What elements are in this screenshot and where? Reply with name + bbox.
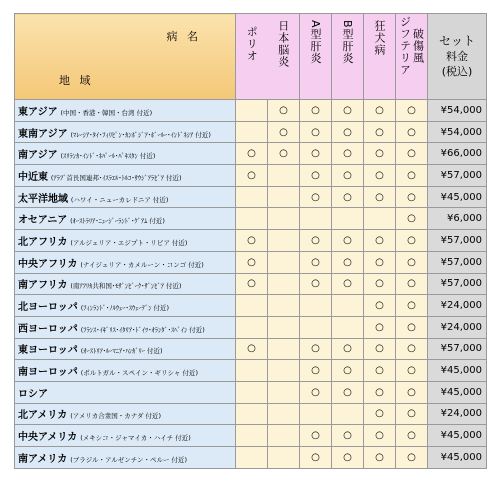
mark-cell-japanese-encephalitis (268, 447, 300, 469)
mark-cell-polio (236, 360, 268, 382)
required-mark: ○ (407, 278, 416, 290)
required-mark: ○ (407, 386, 416, 398)
required-mark: ○ (311, 148, 320, 160)
region-cell (15, 295, 236, 317)
price-cell: ¥66,000 (428, 143, 487, 165)
header-vaccine-hep-b (332, 14, 364, 100)
required-mark: ○ (247, 278, 256, 290)
price-header-line1: セット (438, 34, 475, 48)
vaccine-label-diphtheria: ジフテリア (398, 16, 412, 76)
mark-cell-hepatitis-b (332, 403, 364, 425)
mark-cell-polio (236, 100, 268, 122)
required-mark: ○ (407, 451, 416, 463)
mark-cell-diphtheria-tetanus (396, 121, 428, 143)
mark-cell-polio (236, 338, 268, 360)
mark-cell-polio (236, 165, 268, 187)
region-detail: (ハワイ・ニューカレドニア 付近) (70, 195, 169, 204)
required-mark: ○ (407, 408, 416, 420)
required-mark: ○ (375, 386, 384, 398)
mark-cell-rabies (364, 208, 396, 230)
mark-cell-hepatitis-b (332, 230, 364, 252)
region-detail: (ポルトガル・スペイン・ギリシャ 付近) (80, 369, 199, 378)
region-detail: (ﾏﾚｰｼｱ･ﾀｲ･ﾌｨﾘﾋﾟﾝ･ｶﾝﾎﾞｼﾞｱ･ﾎﾞｰﾙｰ･ｲﾝﾄﾞﾈｼｱ 付近) (70, 130, 211, 139)
table-row (15, 186, 487, 208)
mark-cell-japanese-encephalitis (268, 295, 300, 317)
table-row (15, 447, 487, 469)
region-detail: (ｱﾗﾌﾞ首長国連邦･ｲｽﾗｴﾙ･ﾄﾙｺ･ｻｳｼﾞｱﾗﾋﾞｱ 付近) (50, 173, 182, 182)
required-mark: ○ (407, 256, 416, 268)
mark-cell-japanese-encephalitis (268, 165, 300, 187)
region-label: 地 域 (59, 74, 94, 87)
region-name: 太平洋地域 (18, 193, 68, 205)
required-mark: ○ (407, 213, 416, 225)
table-row (15, 360, 487, 382)
region-name: 南ヨーロッパ (18, 367, 78, 379)
required-mark: ○ (311, 343, 320, 355)
required-mark: ○ (247, 343, 256, 355)
region-cell (15, 447, 236, 469)
mark-cell-japanese-encephalitis (268, 425, 300, 447)
price-cell: ¥45,000 (428, 381, 487, 403)
required-mark: ○ (247, 169, 256, 181)
region-name: 中近東 (18, 171, 48, 183)
mark-cell-diphtheria-tetanus (396, 273, 428, 295)
region-detail: (ブラジル・アルゼンチン・ペルー 付近) (70, 455, 188, 464)
table-row (15, 316, 487, 338)
mark-cell-rabies (364, 186, 396, 208)
mark-cell-hepatitis-a (300, 100, 332, 122)
required-mark: ○ (407, 430, 416, 442)
price-header-line3: (税込) (441, 65, 473, 78)
mark-cell-polio (236, 251, 268, 273)
mark-cell-japanese-encephalitis (268, 121, 300, 143)
region-name: オセアニア (18, 215, 68, 227)
mark-cell-hepatitis-b (332, 360, 364, 382)
mark-cell-diphtheria-tetanus (396, 403, 428, 425)
vaccine-label-hepatitis-b: B型肝炎 (341, 20, 354, 65)
mark-cell-hepatitis-a (300, 208, 332, 230)
mark-cell-hepatitis-a (300, 295, 332, 317)
mark-cell-hepatitis-a (300, 273, 332, 295)
region-cell (15, 338, 236, 360)
mark-cell-japanese-encephalitis (268, 143, 300, 165)
mark-cell-rabies (364, 230, 396, 252)
region-cell (15, 208, 236, 230)
region-name: 東南アジア (18, 128, 68, 140)
required-mark: ○ (375, 321, 384, 333)
required-mark: ○ (311, 365, 320, 377)
header-corner-cell (15, 14, 236, 100)
required-mark: ○ (407, 343, 416, 355)
region-cell (15, 381, 236, 403)
region-cell (15, 230, 236, 252)
mark-cell-hepatitis-a (300, 381, 332, 403)
region-name: 北アメリカ (18, 410, 68, 422)
table-row (15, 251, 487, 273)
table-row (15, 208, 487, 230)
vaccine-label-japanese-encephalitis: 日本脳炎 (276, 20, 290, 68)
mark-cell-polio (236, 273, 268, 295)
price-cell: ¥45,000 (428, 447, 487, 469)
mark-cell-hepatitis-a (300, 360, 332, 382)
table-row (15, 295, 487, 317)
required-mark: ○ (311, 430, 320, 442)
mark-cell-diphtheria-tetanus (396, 295, 428, 317)
table-row (15, 338, 487, 360)
mark-cell-rabies (364, 121, 396, 143)
mark-cell-japanese-encephalitis (268, 403, 300, 425)
mark-cell-hepatitis-b (332, 273, 364, 295)
mark-cell-polio (236, 403, 268, 425)
region-name: 中央アフリカ (18, 258, 78, 270)
mark-cell-polio (236, 121, 268, 143)
price-cell: ¥57,000 (428, 165, 487, 187)
table-row (15, 425, 487, 447)
mark-cell-diphtheria-tetanus (396, 338, 428, 360)
region-detail: (ﾌﾗﾝｽ･ｲｷﾞﾘｽ･ｲﾀﾘｱ･ﾄﾞｲﾂ･ｵﾗﾝﾀﾞ･ｽﾍﾟｲﾝ 付近) (80, 325, 205, 334)
region-name: 南アメリカ (18, 453, 68, 465)
required-mark: ○ (343, 278, 352, 290)
region-name: 南アジア (18, 150, 58, 162)
mark-cell-polio (236, 447, 268, 469)
mark-cell-hepatitis-b (332, 316, 364, 338)
mark-cell-hepatitis-b (332, 100, 364, 122)
region-detail: (南ｱﾌﾘｶ共和国･ﾓｻﾞﾝﾋﾞｰｸ･ｻﾞﾝﾋﾞｱ 付近) (70, 282, 182, 291)
mark-cell-japanese-encephalitis (268, 381, 300, 403)
region-name: 中央アメリカ (18, 432, 78, 444)
mark-cell-diphtheria-tetanus (396, 143, 428, 165)
required-mark: ○ (407, 169, 416, 181)
region-name: 南アフリカ (18, 280, 68, 292)
region-detail: (アメリカ合衆国・カナダ 付近) (70, 412, 162, 421)
mark-cell-polio (236, 295, 268, 317)
required-mark: ○ (343, 451, 352, 463)
table-row (15, 121, 487, 143)
mark-cell-diphtheria-tetanus (396, 186, 428, 208)
required-mark: ○ (311, 191, 320, 203)
mark-cell-hepatitis-a (300, 186, 332, 208)
mark-cell-rabies (364, 251, 396, 273)
mark-cell-japanese-encephalitis (268, 338, 300, 360)
mark-cell-japanese-encephalitis (268, 208, 300, 230)
region-cell (15, 425, 236, 447)
region-detail: (中国・香港・韓国・台湾 付近) (60, 108, 153, 117)
region-name: 北ヨーロッパ (18, 302, 78, 314)
mark-cell-rabies (364, 381, 396, 403)
required-mark: ○ (247, 148, 256, 160)
mark-cell-diphtheria-tetanus (396, 100, 428, 122)
required-mark: ○ (375, 278, 384, 290)
mark-cell-hepatitis-b (332, 165, 364, 187)
price-cell: ¥45,000 (428, 360, 487, 382)
price-cell: ¥57,000 (428, 338, 487, 360)
region-detail: (ｽﾘﾗﾝｶ･ｲﾝﾄﾞ･ﾈﾊﾟｰﾙ･ﾊﾟｷｽﾀﾝ 付近) (60, 152, 156, 161)
region-cell (15, 165, 236, 187)
table-row (15, 165, 487, 187)
price-cell: ¥45,000 (428, 425, 487, 447)
required-mark: ○ (407, 104, 416, 116)
mark-cell-hepatitis-a (300, 251, 332, 273)
price-cell: ¥24,000 (428, 316, 487, 338)
region-detail: (ｵｰｽﾄﾗﾘｱ･ﾆｭｰｼﾞｰﾗﾝﾄﾞ･ｸﾞｱﾑ 付近) (70, 217, 165, 226)
region-detail: (ナイジェリア・カメルーン・コンゴ 付近) (80, 260, 204, 269)
required-mark: ○ (343, 256, 352, 268)
required-mark: ○ (247, 234, 256, 246)
price-cell: ¥6,000 (428, 208, 487, 230)
required-mark: ○ (407, 365, 416, 377)
header-vaccine-hep-a (300, 14, 332, 100)
mark-cell-rabies (364, 143, 396, 165)
table-row (15, 100, 487, 122)
region-cell (15, 186, 236, 208)
required-mark: ○ (407, 126, 416, 138)
mark-cell-hepatitis-a (300, 121, 332, 143)
mark-cell-hepatitis-a (300, 143, 332, 165)
mark-cell-rabies (364, 316, 396, 338)
mark-cell-japanese-encephalitis (268, 251, 300, 273)
mark-cell-hepatitis-a (300, 425, 332, 447)
required-mark: ○ (311, 169, 320, 181)
mark-cell-diphtheria-tetanus (396, 447, 428, 469)
mark-cell-diphtheria-tetanus (396, 165, 428, 187)
mark-cell-japanese-encephalitis (268, 186, 300, 208)
price-header-line2: 料金 (446, 50, 468, 63)
required-mark: ○ (407, 148, 416, 160)
required-mark: ○ (375, 126, 384, 138)
header-price (428, 14, 487, 100)
required-mark: ○ (311, 451, 320, 463)
mark-cell-hepatitis-b (332, 425, 364, 447)
mark-cell-hepatitis-b (332, 381, 364, 403)
mark-cell-diphtheria-tetanus (396, 381, 428, 403)
price-cell: ¥54,000 (428, 121, 487, 143)
mark-cell-rabies (364, 360, 396, 382)
required-mark: ○ (343, 343, 352, 355)
region-detail: (メキシコ・ジャマイカ・ハイチ 付近) (80, 434, 191, 443)
required-mark: ○ (279, 126, 288, 138)
vaccine-label-hepatitis-a: A型肝炎 (309, 20, 322, 65)
required-mark: ○ (375, 191, 384, 203)
region-detail: (アルジェリア・エジプト・リビア 付近) (70, 238, 188, 247)
table-row (15, 230, 487, 252)
region-name: 西ヨーロッパ (18, 323, 78, 335)
header-vaccine-polio (236, 14, 300, 100)
mark-cell-hepatitis-b (332, 447, 364, 469)
required-mark: ○ (311, 104, 320, 116)
mark-cell-polio (236, 208, 268, 230)
table-row (15, 381, 487, 403)
mark-cell-japanese-encephalitis (268, 316, 300, 338)
region-name: 東ヨーロッパ (18, 345, 78, 357)
mark-cell-hepatitis-b (332, 121, 364, 143)
price-cell: ¥24,000 (428, 403, 487, 425)
required-mark: ○ (279, 148, 288, 160)
required-mark: ○ (247, 256, 256, 268)
vaccine-label-rabies: 狂犬病 (373, 20, 386, 56)
required-mark: ○ (407, 191, 416, 203)
region-detail: (ｵｰｽﾄﾘｱ･ﾙｰﾏﾆｱ･ﾊﾝｶﾞﾘｰ 付近) (80, 347, 163, 356)
mark-cell-hepatitis-a (300, 230, 332, 252)
mark-cell-polio (236, 143, 268, 165)
required-mark: ○ (343, 365, 352, 377)
table-row (15, 143, 487, 165)
required-mark: ○ (375, 169, 384, 181)
required-mark: ○ (375, 104, 384, 116)
region-detail: (ﾌｨﾝﾗﾝﾄﾞ･ﾉﾙｳｪｰ･ｽｳｪｰﾃﾞﾝ 付近) (80, 304, 170, 313)
required-mark: ○ (407, 234, 416, 246)
required-mark: ○ (375, 365, 384, 377)
header-vaccine-dt (396, 14, 428, 100)
vaccine-label-polio: ポリオ (245, 26, 259, 62)
mark-cell-hepatitis-b (332, 208, 364, 230)
mark-cell-hepatitis-b (332, 251, 364, 273)
mark-cell-rabies (364, 338, 396, 360)
required-mark: ○ (311, 126, 320, 138)
mark-cell-hepatitis-a (300, 403, 332, 425)
mark-cell-diphtheria-tetanus (396, 425, 428, 447)
price-cell: ¥57,000 (428, 273, 487, 295)
region-cell (15, 273, 236, 295)
required-mark: ○ (279, 104, 288, 116)
mark-cell-rabies (364, 403, 396, 425)
region-name: ロシア (18, 388, 48, 400)
region-cell (15, 100, 236, 122)
required-mark: ○ (343, 104, 352, 116)
required-mark: ○ (375, 343, 384, 355)
region-cell (15, 403, 236, 425)
required-mark: ○ (343, 191, 352, 203)
price-cell: ¥57,000 (428, 251, 487, 273)
mark-cell-japanese-encephalitis (268, 230, 300, 252)
vaccine-label-tetanus: 破傷風 (411, 28, 425, 64)
mark-cell-hepatitis-a (300, 447, 332, 469)
required-mark: ○ (343, 148, 352, 160)
mark-cell-rabies (364, 100, 396, 122)
required-mark: ○ (343, 169, 352, 181)
region-name: 北アフリカ (18, 236, 68, 248)
region-cell (15, 316, 236, 338)
mark-cell-hepatitis-b (332, 186, 364, 208)
mark-cell-japanese-encephalitis (268, 273, 300, 295)
mark-cell-polio (236, 230, 268, 252)
required-mark: ○ (311, 386, 320, 398)
required-mark: ○ (311, 278, 320, 290)
required-mark: ○ (343, 234, 352, 246)
header-vaccine-rabies (364, 14, 396, 100)
header-row (15, 14, 487, 100)
mark-cell-diphtheria-tetanus (396, 208, 428, 230)
mark-cell-hepatitis-a (300, 338, 332, 360)
mark-cell-polio (236, 425, 268, 447)
required-mark: ○ (375, 148, 384, 160)
mark-cell-rabies (364, 273, 396, 295)
required-mark: ○ (375, 451, 384, 463)
mark-cell-rabies (364, 165, 396, 187)
price-cell: ¥45,000 (428, 186, 487, 208)
mark-cell-diphtheria-tetanus (396, 360, 428, 382)
required-mark: ○ (407, 300, 416, 312)
mark-cell-japanese-encephalitis (268, 360, 300, 382)
mark-cell-hepatitis-b (332, 338, 364, 360)
price-cell: ¥24,000 (428, 295, 487, 317)
required-mark: ○ (343, 430, 352, 442)
mark-cell-polio (236, 316, 268, 338)
mark-cell-japanese-encephalitis (268, 100, 300, 122)
required-mark: ○ (375, 300, 384, 312)
mark-cell-hepatitis-b (332, 143, 364, 165)
required-mark: ○ (375, 256, 384, 268)
region-cell (15, 121, 236, 143)
mark-cell-hepatitis-b (332, 295, 364, 317)
required-mark: ○ (375, 408, 384, 420)
required-mark: ○ (375, 234, 384, 246)
table-row (15, 403, 487, 425)
required-mark: ○ (343, 386, 352, 398)
required-mark: ○ (343, 126, 352, 138)
required-mark: ○ (311, 256, 320, 268)
vaccine-price-table (14, 13, 487, 469)
region-cell (15, 251, 236, 273)
mark-cell-diphtheria-tetanus (396, 251, 428, 273)
mark-cell-polio (236, 186, 268, 208)
region-name: 東アジア (18, 106, 58, 118)
mark-cell-polio (236, 381, 268, 403)
mark-cell-diphtheria-tetanus (396, 316, 428, 338)
required-mark: ○ (407, 321, 416, 333)
price-cell: ¥57,000 (428, 230, 487, 252)
mark-cell-rabies (364, 295, 396, 317)
region-cell (15, 143, 236, 165)
mark-cell-hepatitis-a (300, 316, 332, 338)
required-mark: ○ (375, 430, 384, 442)
price-cell: ¥54,000 (428, 100, 487, 122)
mark-cell-rabies (364, 447, 396, 469)
disease-label: 病 名 (166, 30, 201, 43)
mark-cell-hepatitis-a (300, 165, 332, 187)
mark-cell-diphtheria-tetanus (396, 230, 428, 252)
region-cell (15, 360, 236, 382)
table-row (15, 273, 487, 295)
table-body (15, 100, 487, 469)
mark-cell-rabies (364, 425, 396, 447)
required-mark: ○ (311, 234, 320, 246)
